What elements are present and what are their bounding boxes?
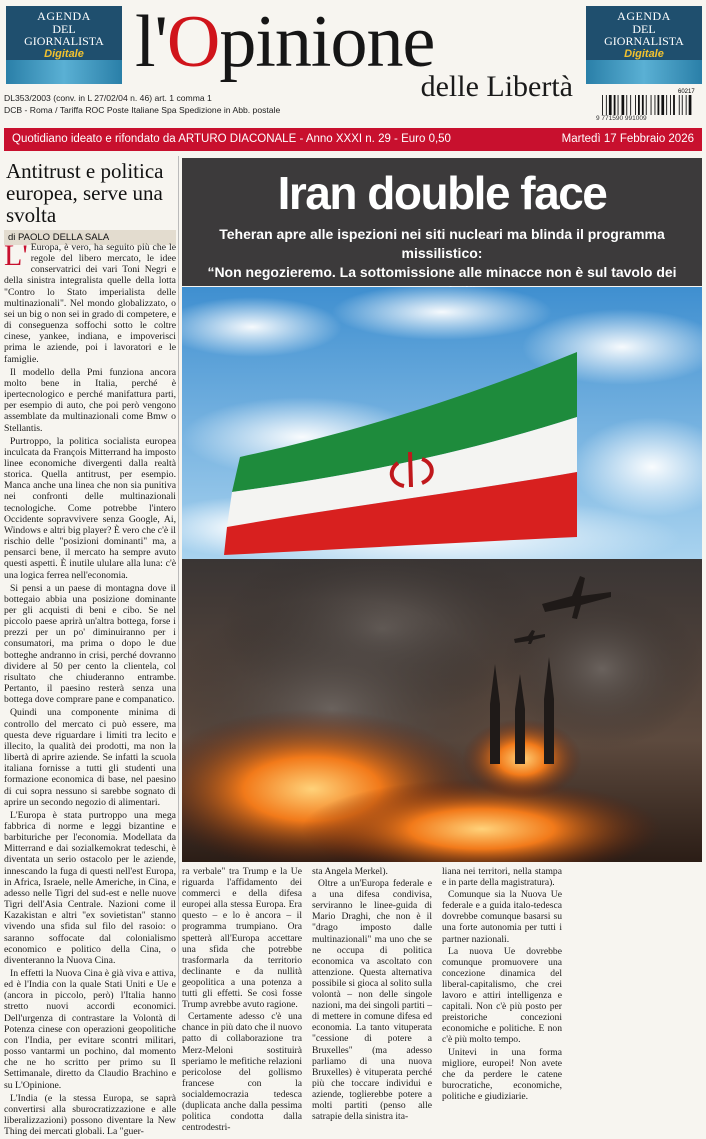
article-paragraph	[4, 436, 176, 581]
left-article-body	[4, 239, 176, 1139]
ad-line3: Digitale	[624, 48, 664, 60]
column-paragraph: Certamente adesso c'è una chance in più dato che il nuovo patto di collaborazione tra Merz-Meloni sostituirà speriamo le mefitiche relazioni pericolose del gollismo francese con la socialdemocrazia tedesca (duplicata anche dalla pessima politica condotta dalla centrodestri-	[182, 1011, 302, 1134]
agenda-ad-left[interactable]	[6, 6, 122, 84]
lead-article-columns	[182, 866, 702, 1134]
text-column-2	[312, 866, 432, 1123]
barcode-bar	[602, 95, 603, 115]
barcode	[600, 88, 696, 116]
article-paragraph	[4, 810, 176, 966]
column-divider	[178, 156, 179, 1020]
agenda-ad-right[interactable]	[586, 6, 702, 84]
barcode-issue: 60217	[678, 89, 695, 95]
left-article-header	[4, 156, 176, 245]
founder-info: Quotidiano ideato e rifondato da ARTURO DIACONALE - Anno XXXI n. 29 - Euro 0,50	[12, 133, 451, 145]
barcode-bar	[609, 95, 612, 115]
barcode-bar	[686, 95, 687, 115]
text-column-1	[182, 866, 302, 1134]
text-column-3	[442, 866, 562, 1103]
ad-decoration	[6, 60, 122, 84]
column-paragraph: Comunque sia la Nuova Ue federale e a guida italo-tedesca dovrebbe comunque basarsi su una forte autonomia per tutti i partner nazionali.	[442, 889, 562, 945]
ad-line3: Digitale	[44, 48, 84, 60]
barcode-bar	[635, 95, 636, 115]
article-byline: di PAOLO DELLA SALA	[4, 230, 176, 245]
barcode-bar	[618, 95, 619, 115]
war-explosion-image	[182, 559, 702, 862]
title-rest: pinione	[219, 1, 435, 83]
article-paragraph	[4, 583, 176, 706]
newspaper-subtitle: delle Libertà	[420, 70, 573, 103]
title-red-o: O	[166, 1, 220, 83]
barcode-bar	[658, 95, 660, 115]
paragraph-text: Si pensi a un paese di montagna dove il bottegaio abbia una posizione dominante per gli acquisti di beni e cibo. Se nel piccolo paese aprirà un'altra bottega, forse i prezzi per un po' diminuiranno per i consumatori, ma prima o dopo le due botteghe andranno in crisi, perché dovranno dividere al 50 per cento la clientela, col risultato che chiuderanno entrambe. Pertanto, il paesino resterà senza una bottega dove comprare pane e companatico.	[4, 582, 176, 706]
barcode-bar	[670, 95, 671, 115]
paragraph-text: Il modello della Pmi funziona ancora molto bene in Italia, perché è ipertecnologico e perché manifattura parti, per esempio di auto, che poi però vengono assemblate da multinazionali come Bmw o Stellantis.	[4, 366, 176, 434]
article-paragraph	[4, 1093, 176, 1138]
barcode-bar	[646, 95, 647, 115]
barcode-bar	[689, 95, 692, 115]
column-paragraph: liana nei territori, nella stampa e in parte della magistratura).	[442, 866, 562, 889]
deck-line2: “Non negozieremo. La sottomissione alle minacce non è sul tavolo dei	[207, 264, 677, 280]
barcode-bar	[626, 95, 627, 115]
column-paragraph: Unitevi in una forma migliore, europei! Non avete che da perdere le catene burocratiche, economiche, politiche e giudiziarie.	[442, 1046, 562, 1102]
paragraph-text: Europa, è vero, ha seguito più che le regole del libero mercato, le idee conservatrici dei vari Toni Negri e della sinistra integralista quelle della lotta "Contro lo Stato imperialista delle multinazionali". Nel mondo globalizzato, o sei un big o non sei in grado di competere, e di conseguenza soffochi sotto le coltre cinese, yankee, indiana, e impoverisci prima le aziende, poi i lavoratori e le famiglie.	[4, 242, 176, 365]
article-paragraph	[4, 239, 176, 365]
barcode-bar	[606, 95, 607, 115]
barcode-bar	[679, 95, 680, 115]
legal-line1: DL353/2003 (conv. in L 27/02/04 n. 46) art. 1 comma 1	[4, 93, 212, 103]
paragraph-text: Purtroppo, la politica socialista europea inculcata da François Mitterrand ha imposto linee economiche divergenti dalla realtà storica. Quella antitrust, per esempio. Manca anche una linea che non sia punitiva nei confronti delle multinazionali tecnologiche. Come potrebbe l'intero Occidente sopravvivere senza Google, Ai, Windows e altri big player? È vero che c'è il rischio delle "posizioni dominanti" ma, a pensarci bene, il mercato ha sempre avuto questi aspetti. È inutile ululare alla luna: c'è una logica ferrea nell'economia.	[4, 435, 176, 581]
barcode-bar	[642, 95, 644, 115]
column-paragraph: sta Angela Merkel).	[312, 866, 388, 877]
article-paragraph	[4, 367, 176, 434]
barcode-bar	[682, 95, 683, 115]
paragraph-text: In effetti la Nuova Cina è già viva e attiva, ed è l'India con la quale Stati Uniti e Ue e (ancora in piccolo, però) l'Italia hanno stretto nuovi accordi economici. Dell'urgenza di contrastare la Volontà di Potenza cinese con operazioni geopolitiche con l'India, per evitare scontri militari, posso vantarmi un pochino, dal momento che ne ho scritto per primo su Il Settimanale, diretto da Claudio Brachino e su L'Opinione.	[4, 968, 176, 1091]
column-paragraph: Oltre a un'Europa federale e a una difesa condivisa, serviranno le linee-guida di Mario Draghi, che non è il "drago imposto dalle multinazionali" ma uno che se ne occupa di politica economica va ascoltato con attenzione. Questa alternativa possibile si gioca al solito sulla volontà – non delle singole nazioni, ma dei singoli partiti – di mettere in comune difesa ed economia. La tanto vituperata "cessione di potere a Bruxelles" (ma adesso parliamo di una nuova Bruxelles) è vituperata perché più che toccare individui e aziende, toglierebbe potere a molti partiti (penso alle satrapie della sinistra ita-	[312, 878, 432, 1123]
ad-decoration	[586, 60, 702, 84]
ad-line2: DEL GIORNALISTA	[24, 22, 104, 48]
barcode-bar	[666, 95, 667, 115]
ad-line1: AGENDA	[617, 9, 671, 23]
issue-date: Martedì 17 Febbraio 2026	[561, 133, 694, 145]
article-paragraph	[4, 707, 176, 807]
article-headline[interactable]: Antitrust e politica europea, serve una svolta	[6, 159, 164, 227]
iran-flag-image	[182, 287, 702, 559]
article-paragraph	[4, 968, 176, 1091]
paragraph-text: Quindi una componente minima di controllo del mercato ci può essere, ma questa deve riguardare i limiti tra lecito e illecito, la qualità dei prodotti, ma non la libertà di aprire aziende. Se infatti la scuola italiana fornisse a tutti gli studenti una formazione economica di base, nel paesino di cui sopra nessuno si sarebbe sognato di aprire un secondo negozio di alimentari.	[4, 707, 176, 808]
newspaper-title	[135, 2, 434, 82]
legal-info	[4, 92, 324, 116]
lead-headline[interactable]: Iran double face	[277, 167, 607, 219]
masthead	[135, 1, 585, 103]
barcode-bar	[630, 95, 631, 115]
barcode-bar	[655, 95, 656, 115]
drop-cap: L'	[4, 239, 28, 272]
paragraph-text: L'Europa è stata purtroppo una mega fabbrica di norme e leggi bizantine e barbituriche per l'economia. Modellata da Mitterrand e dai sozialkemokrat tedeschi, è diventata un serio ostacolo per le aziende, innescando la fuga di questi nell'est Europa, in Africa, Israele, nelle Americhe, in Cina, e adesso nelle Tigri del sud-est e nelle nuove Tigri dell'Asia Centrale. Nazioni come il Kazakistan e altri "ex sovietistan" stanno vivendo una sfida sul filo del rasoio: o saranno soffocate dal colonialismo economico e politico della Cina, o diventeranno la Nuova Cina.	[4, 809, 176, 966]
info-bar	[4, 128, 702, 151]
lead-header	[182, 158, 702, 286]
barcode-bar	[661, 95, 664, 115]
ad-line2: DEL GIORNALISTA	[604, 22, 684, 48]
barcode-bar	[614, 95, 616, 115]
title-prefix: l'	[135, 1, 167, 83]
barcode-bar	[673, 95, 675, 115]
barcode-bar	[622, 95, 625, 115]
legal-line2: DCB - Roma / Tariffa ROC Poste Italiane Spa Spedizione in Abb. postale	[4, 105, 281, 115]
barcode-number: 9 771590 991009	[596, 115, 647, 122]
barcode-bar	[651, 95, 652, 115]
column-paragraph: La nuova Ue dovrebbe comunque promuovere una concezione dinamica del liberal-capitalismo, che crei lavoro e attiri intelligenza e capitali. Non c'è più posto per preistoriche concezioni economiche e politiche. E non c'è più molto tempo.	[442, 945, 562, 1046]
column-paragraph: ra verbale" tra Trump e la Ue riguarda l'affidamento dei commerci e della difesa europei alla stessa Europa. Era questo – e lo è ancora – il programma trumpiano. Ora spetterà all'Europa accettare una sfida che potrebbe trasformarla da territorio declinante e da nullità geopolitica a una potenza a tutti gli effetti. Se così fosse Trump avrebbe avuto ragione.	[182, 866, 302, 1011]
paragraph-text: L'India (e la stessa Europa, se saprà convertirsi alla sburocratizzazione e alle liberalizzazioni) possono diventare la New Thing dei mercati globali. La "guer-	[4, 1092, 176, 1138]
deck-line1: Teheran apre alle ispezioni nei siti nucleari ma blinda il programma missilistico:	[219, 226, 665, 261]
ad-line1: AGENDA	[37, 9, 91, 23]
barcode-bar	[638, 95, 640, 115]
